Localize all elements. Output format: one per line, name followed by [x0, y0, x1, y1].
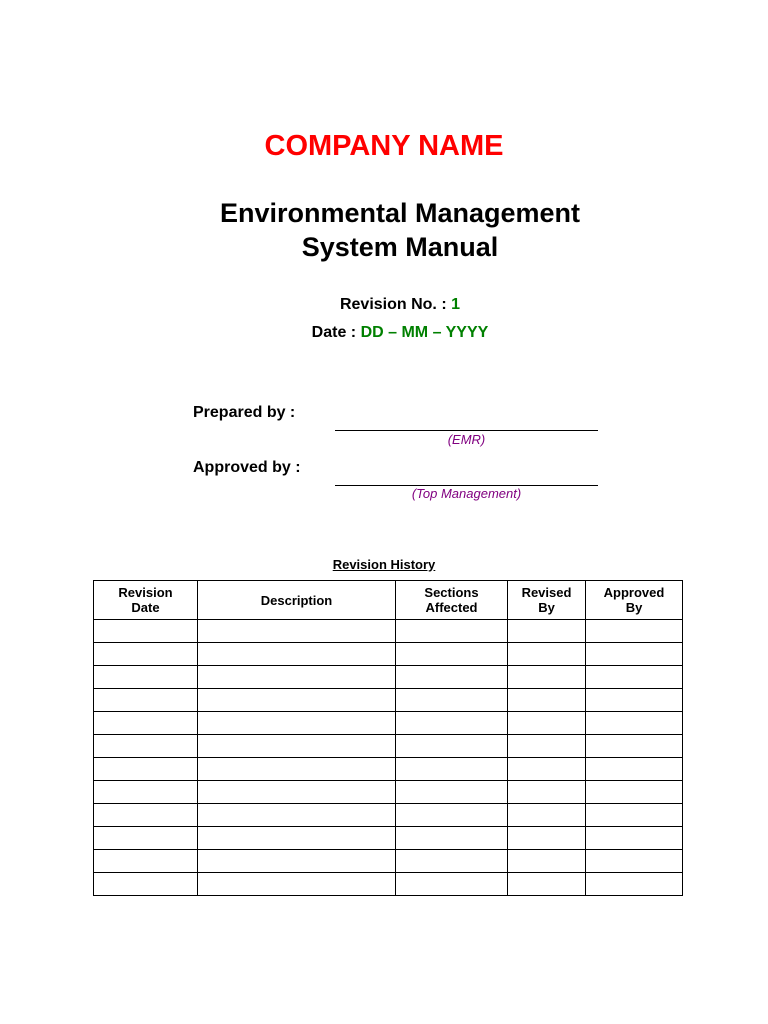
table-cell[interactable]: [508, 758, 586, 781]
table-cell[interactable]: [586, 850, 683, 873]
table-cell[interactable]: [94, 850, 198, 873]
table-cell[interactable]: [198, 781, 396, 804]
table-cell[interactable]: [508, 666, 586, 689]
table-cell[interactable]: [396, 689, 508, 712]
table-cell[interactable]: [198, 804, 396, 827]
document-date-value: DD – MM – YYYY: [360, 324, 489, 341]
header-line: Sections: [424, 585, 479, 600]
header-line: Date: [131, 600, 160, 615]
table-cell[interactable]: [198, 666, 396, 689]
table-cell[interactable]: [198, 689, 396, 712]
revision-history-body: [94, 620, 683, 896]
revision-history-title: Revision History: [332, 557, 436, 572]
revision-history-table: [93, 580, 683, 896]
column-header-approved-by: [586, 581, 683, 620]
table-cell[interactable]: [396, 827, 508, 850]
table-cell[interactable]: [94, 643, 198, 666]
header-line: Affected: [425, 600, 478, 615]
revision-number: [0, 296, 768, 314]
table-cell[interactable]: [94, 804, 198, 827]
table-cell[interactable]: [94, 873, 198, 896]
table-row: [94, 712, 683, 735]
table-row: [94, 850, 683, 873]
table-row: [94, 804, 683, 827]
table-cell[interactable]: [508, 850, 586, 873]
header-line: Approved: [603, 585, 665, 600]
table-cell[interactable]: [586, 689, 683, 712]
table-row: [94, 781, 683, 804]
header-line: Revision: [118, 585, 173, 600]
column-header-description: [198, 581, 396, 620]
table-cell[interactable]: [198, 758, 396, 781]
header-line: By: [625, 600, 643, 615]
table-cell[interactable]: [94, 758, 198, 781]
table-cell[interactable]: [198, 873, 396, 896]
table-cell[interactable]: [586, 781, 683, 804]
table-row: [94, 643, 683, 666]
table-cell[interactable]: [396, 712, 508, 735]
table-row: [94, 620, 683, 643]
table-cell[interactable]: [198, 712, 396, 735]
company-name: COMPANY NAME: [264, 130, 504, 162]
table-cell[interactable]: [94, 666, 198, 689]
table-cell[interactable]: [396, 781, 508, 804]
table-cell[interactable]: [508, 873, 586, 896]
header-line: By: [538, 600, 555, 615]
table-cell[interactable]: [586, 666, 683, 689]
table-cell[interactable]: [198, 643, 396, 666]
table-cell[interactable]: [396, 620, 508, 643]
table-header-row: [94, 581, 683, 620]
table-cell[interactable]: [586, 620, 683, 643]
revision-number-value: 1: [451, 296, 461, 313]
approved-by-caption: (Top Management): [411, 486, 522, 501]
table-cell[interactable]: [586, 827, 683, 850]
table-cell[interactable]: [396, 873, 508, 896]
table-cell[interactable]: [94, 781, 198, 804]
prepared-by-signature-line: [335, 430, 598, 431]
table-cell[interactable]: [198, 735, 396, 758]
table-cell[interactable]: [94, 712, 198, 735]
table-cell[interactable]: [508, 827, 586, 850]
table-cell[interactable]: [508, 620, 586, 643]
document-title: [0, 196, 768, 264]
column-header-sections-affected: [396, 581, 508, 620]
document-title-line-2: System Manual: [301, 232, 499, 262]
table-cell[interactable]: [508, 735, 586, 758]
table-cell[interactable]: [586, 804, 683, 827]
prepared-by-label: Prepared by :: [193, 404, 296, 421]
column-header-revised-by: [508, 581, 586, 620]
table-row: [94, 873, 683, 896]
table-row: [94, 735, 683, 758]
table-cell[interactable]: [586, 735, 683, 758]
table-cell[interactable]: [94, 689, 198, 712]
table-row: [94, 758, 683, 781]
table-cell[interactable]: [508, 689, 586, 712]
table-cell[interactable]: [508, 643, 586, 666]
prepared-by-caption: (EMR): [447, 432, 486, 447]
document-title-line-1: Environmental Management: [219, 198, 581, 228]
table-cell[interactable]: [396, 850, 508, 873]
table-cell[interactable]: [198, 620, 396, 643]
table-cell[interactable]: [198, 850, 396, 873]
table-cell[interactable]: [508, 712, 586, 735]
table-cell[interactable]: [94, 735, 198, 758]
header-line: Revised: [521, 585, 572, 600]
table-cell[interactable]: [508, 804, 586, 827]
table-cell[interactable]: [396, 643, 508, 666]
table-cell[interactable]: [586, 643, 683, 666]
revision-number-label: Revision No. :: [339, 296, 447, 313]
table-cell[interactable]: [586, 873, 683, 896]
column-header-revision-date: [94, 581, 198, 620]
table-row: [94, 689, 683, 712]
table-cell[interactable]: [94, 620, 198, 643]
table-cell[interactable]: [586, 712, 683, 735]
document-date: [0, 324, 768, 342]
table-cell[interactable]: [94, 827, 198, 850]
document-date-label: Date :: [311, 324, 357, 341]
table-cell[interactable]: [396, 735, 508, 758]
table-cell[interactable]: [396, 666, 508, 689]
table-cell[interactable]: [508, 781, 586, 804]
table-cell[interactable]: [198, 827, 396, 850]
table-cell[interactable]: [396, 758, 508, 781]
table-cell[interactable]: [586, 758, 683, 781]
table-row: [94, 666, 683, 689]
approved-by-label: Approved by :: [193, 459, 301, 476]
table-row: [94, 827, 683, 850]
table-cell[interactable]: [396, 804, 508, 827]
header-line: Description: [260, 592, 333, 608]
